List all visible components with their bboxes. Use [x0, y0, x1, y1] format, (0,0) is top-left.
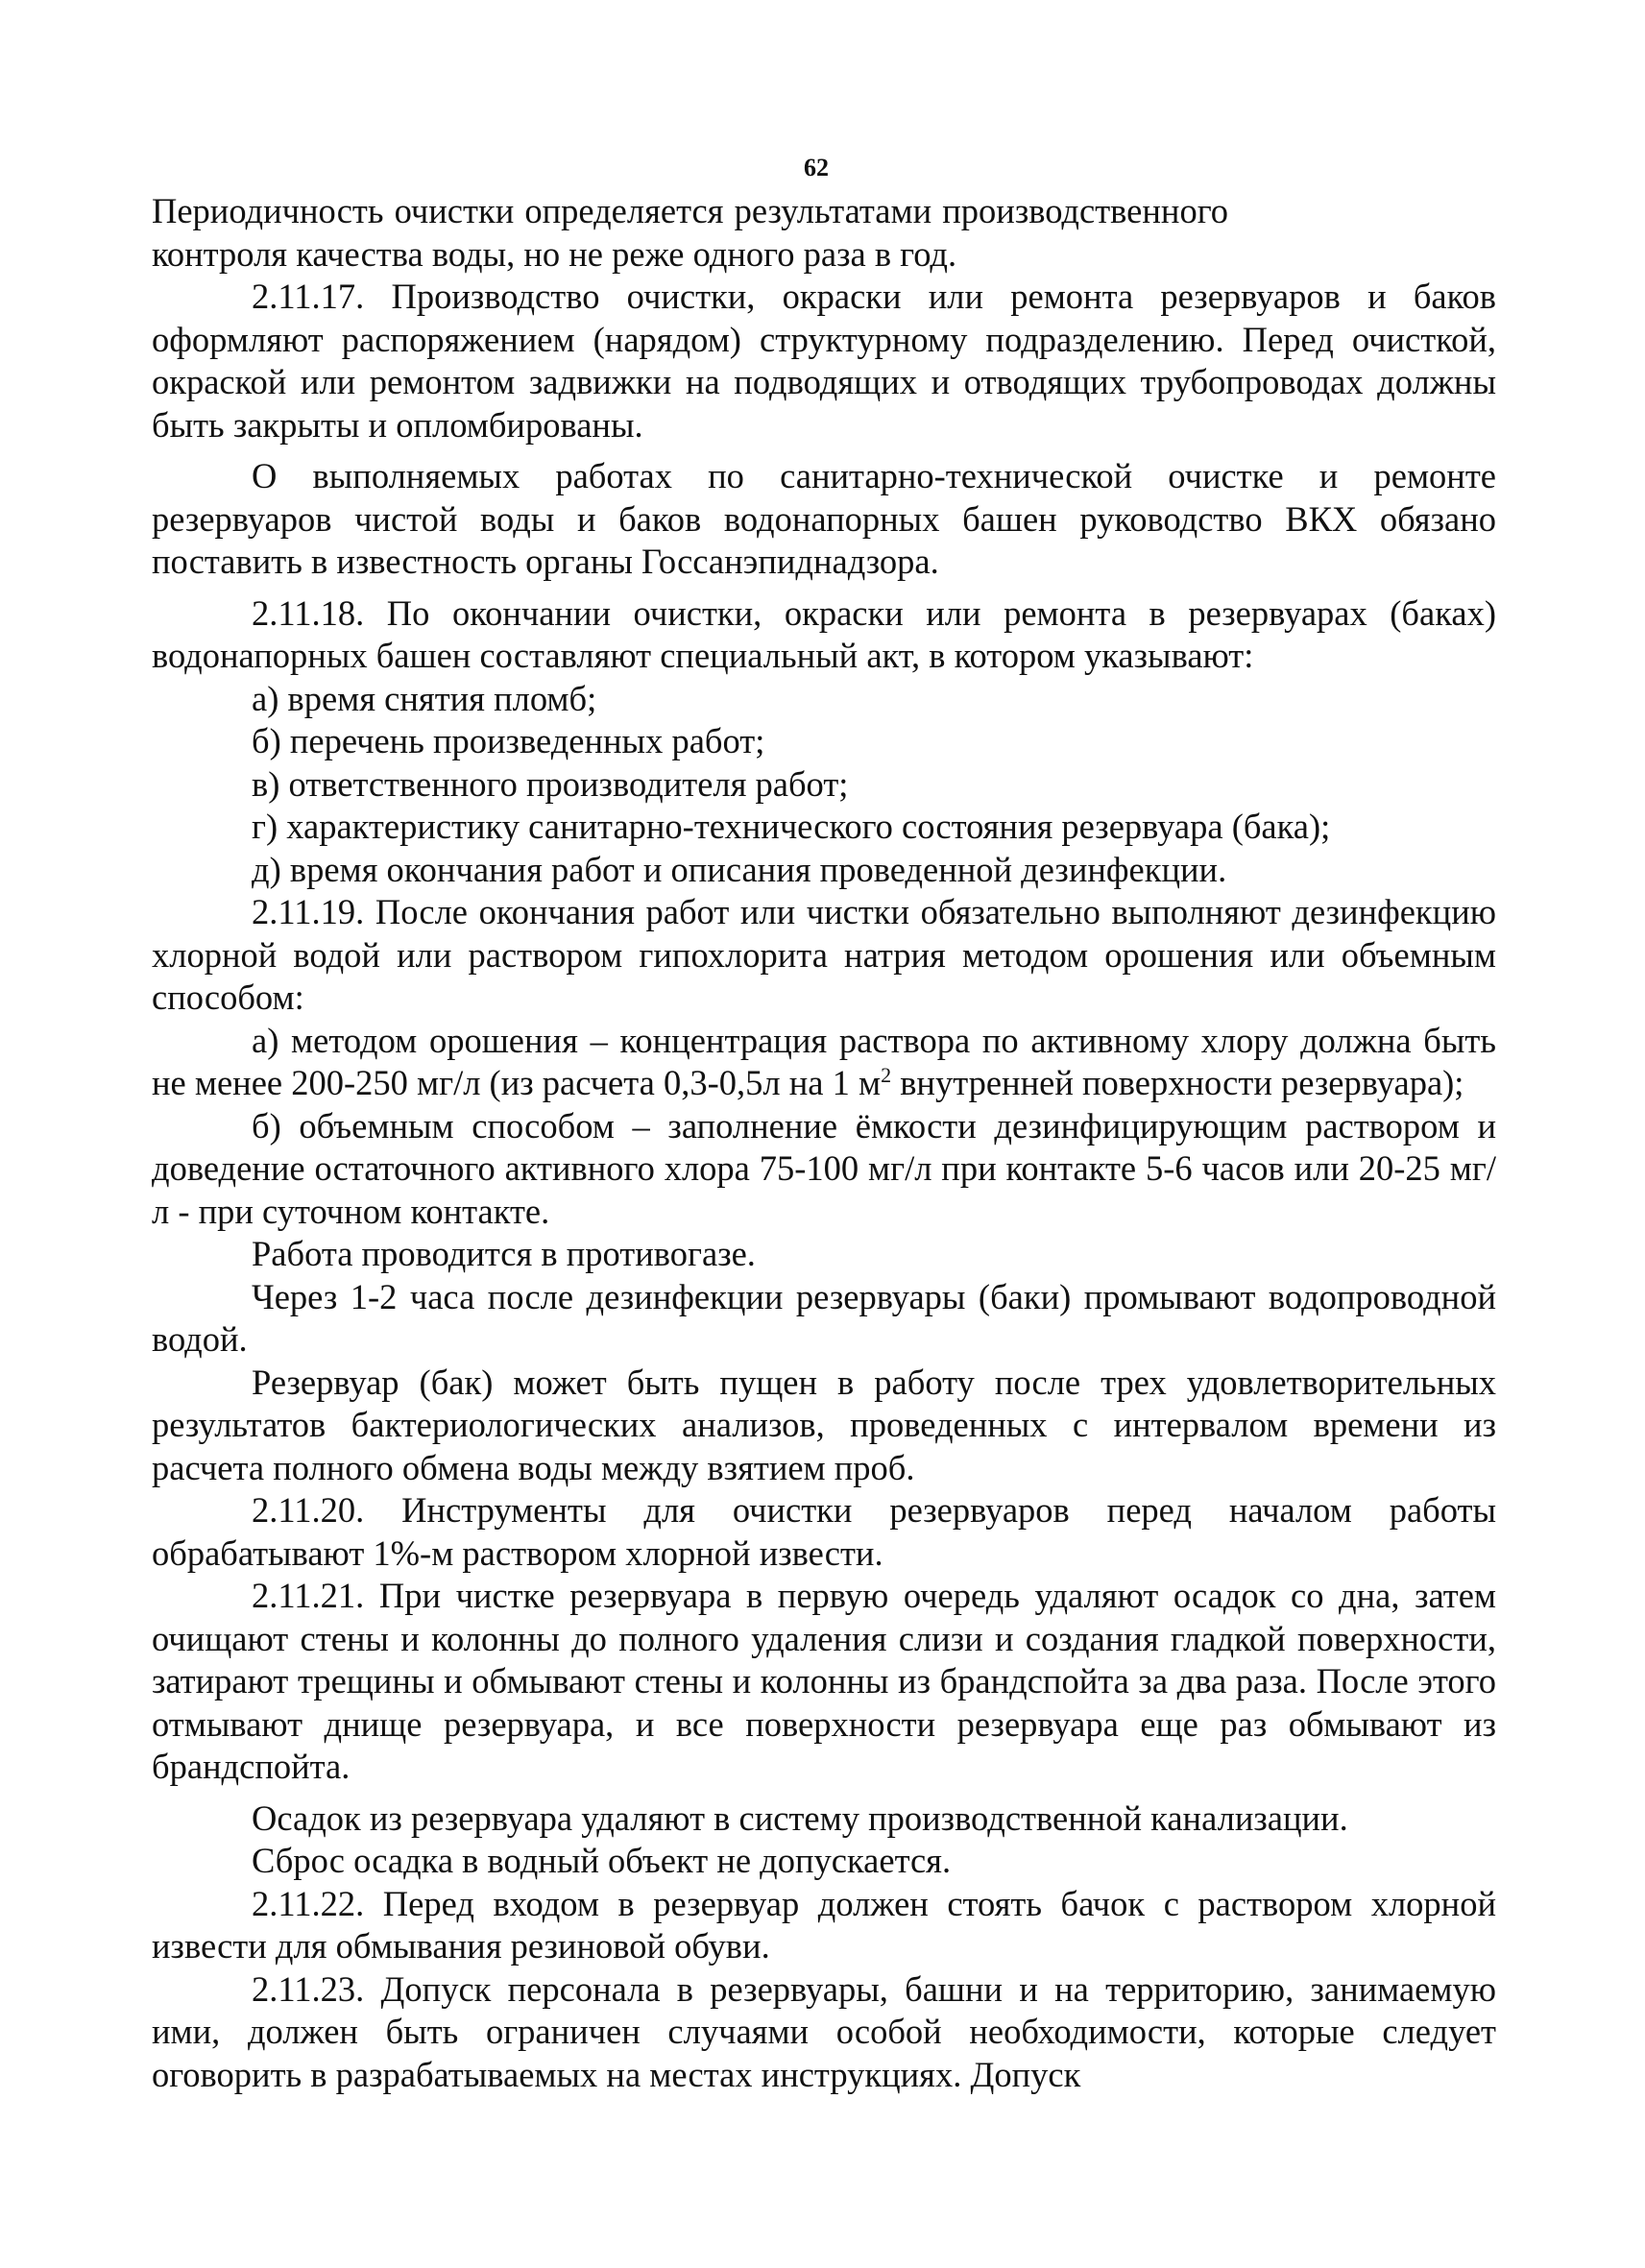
paragraph-2-11-23: 2.11.23. Допуск персонала в резервуары, башни и на территорию, занимаемую ими, должен быть ограничен случаями особой необходимости, которые следует оговорить в разрабатываемых на местах инструкциях. Допуск — [152, 1968, 1496, 2094]
paragraph-gap — [152, 584, 1496, 592]
document-body — [152, 190, 1496, 2096]
page-number: 62 — [804, 154, 829, 181]
irrigation-text-end: внутренней поверхности резервуара); — [891, 1063, 1464, 1102]
paragraph-2-11-21: 2.11.21. При чистке резервуара в первую очередь удаляют осадок со дна, затем очищают стены и колонны до полного удаления слизи и создания гладкой поверхности, затирают трещины и обмывают стены и колонны из брандспойта за два раза. После этого отмывают днище резервуара, и все поверхности резервуара еще раз обмывают из брандспойта. — [152, 1576, 1496, 1786]
paragraph-sediment-prohibition: Сброс осадка в водный объект не допускается. — [252, 1841, 952, 1880]
paragraph-rinse: Через 1-2 часа после дезинфекции резервуары (баки) промывают водопроводной водой. — [152, 1276, 1496, 1359]
square-meter-exponent: 2 — [881, 1062, 892, 1087]
paragraph-2-11-18: 2.11.18. По окончании очистки, окраски или ремонта в резервуарах (баках) водонапорных башен составляют специальный акт, в котором указывают: — [152, 592, 1496, 675]
paragraph-2-11-22: 2.11.22. Перед входом в резервуар должен стоять бачок с раствором хлорной извести для обмывания резиновой обуви. — [152, 1883, 1496, 1966]
paragraph-periodicity-line-2: контроля качества воды, но не реже одного раза в год. — [152, 233, 957, 274]
list-item-d: д) время окончания работ и описания проведенной дезинфекции. — [252, 849, 1227, 889]
paragraph-volumetric-method: б) объемным способом – заполнение ёмкости дезинфицирующим раствором и доведение остаточного активного хлора 75-100 мг/л при контакте 5-6 часов или 20-25 мг/л - при суточном контакте. — [152, 1105, 1496, 1231]
list-item-b: б) перечень произведенных работ; — [252, 721, 765, 760]
paragraph-sediment-disposal: Осадок из резервуара удаляют в систему производственной канализации. — [252, 1798, 1348, 1838]
irrigation-text-start: а) методом орошения – концентрация раствора по активному хлору должна быть не менее 200-250 мг/л (из расчета 0,3-0,5л на 1 м — [152, 1020, 1496, 1102]
list-item-a: а) время снятия пломб; — [252, 678, 597, 718]
paragraph-tank-release: Резервуар (бак) может быть пущен в работу после трех удовлетворительных результатов бактериологических анализов, проведенных с интервалом времени из расчета полного обмена воды между взятием проб. — [152, 1362, 1496, 1487]
paragraph-periodicity-line-1: Периодичность очистки определяется результатами производственного — [152, 191, 1229, 230]
paragraph-gas-mask: Работа проводится в противогазе. — [252, 1234, 756, 1273]
paragraph-2-11-17: 2.11.17. Производство очистки, окраски или ремонта резервуаров и баков оформляют распоряжением (нарядом) структурному подразделению. Перед очисткой, окраской или ремонтом задвижки на подводящих и отводящих трубопроводах должны быть закрыты и опломбированы. — [152, 277, 1496, 445]
paragraph-irrigation-method — [152, 1020, 1496, 1105]
paragraph-gap — [152, 1789, 1496, 1798]
list-item-g: г) характеристику санитарно-технического состояния резервуара (бака); — [252, 807, 1331, 846]
paragraph-gap — [152, 446, 1496, 455]
paragraph-2-11-20: 2.11.20. Инструменты для очистки резервуаров перед началом работы обрабатывают 1%-м раствором хлорной извести. — [152, 1490, 1496, 1573]
paragraph-2-11-19: 2.11.19. После окончания работ или чистки обязательно выполняют дезинфекцию хлорной водой или раствором гипохлорита натрия методом орошения или объемным способом: — [152, 892, 1496, 1017]
paragraph-sanitary-notice: О выполняемых работах по санитарно-технической очистке и ремонте резервуаров чистой воды и баков водонапорных башен руководство ВКХ обязано поставить в известность органы Госсанэпиднадзора. — [152, 456, 1496, 581]
list-item-v: в) ответственного производителя работ; — [252, 763, 849, 804]
